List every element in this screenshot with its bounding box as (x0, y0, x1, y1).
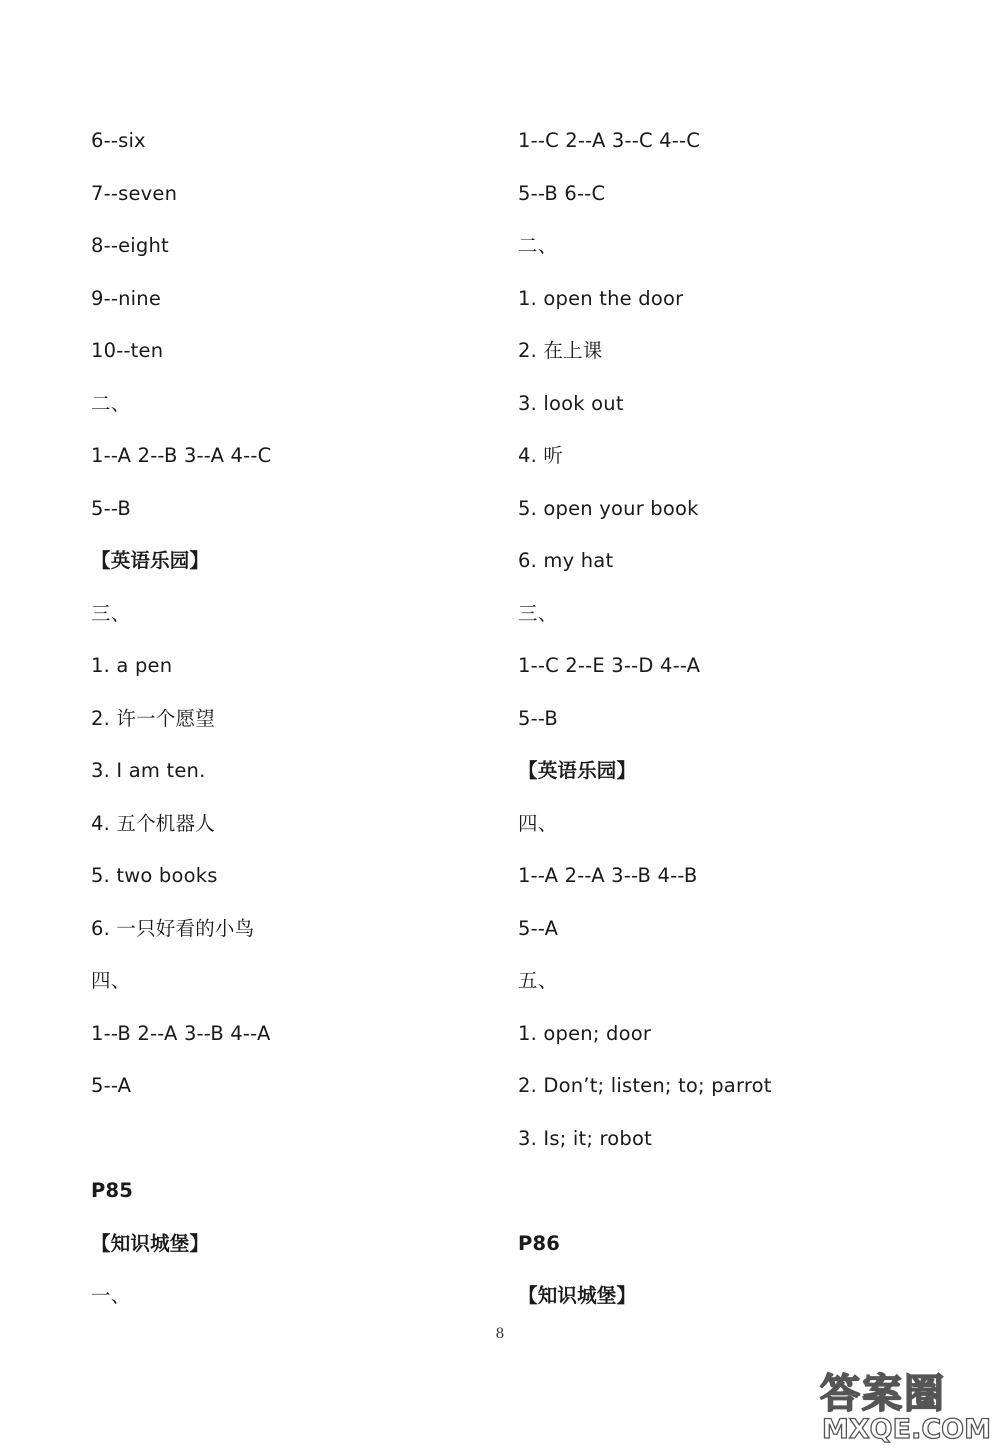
answer-line: 2. Don’t; listen; to; parrot (518, 1074, 772, 1097)
answer-line: 1--A 2--B 3--A 4--C (91, 444, 272, 467)
answer-line: 5--A (518, 916, 559, 940)
answer-line: 2. 在上课 (518, 339, 603, 362)
answer-line: 8--eight (91, 234, 169, 257)
answer-line: 1. a pen (91, 654, 173, 677)
answer-line: 10--ten (91, 339, 164, 362)
answer-line: 1--B 2--A 3--B 4--A (91, 1021, 271, 1045)
answer-line: 5--A (91, 1074, 132, 1097)
section-title: 【知识城堡】 (91, 1231, 210, 1255)
answer-line: 1. open; door (518, 1021, 652, 1045)
section-title: 【英语乐园】 (518, 759, 637, 782)
answer-line: 1--C 2--E 3--D 4--A (518, 654, 701, 677)
answer-line: 5--B 6--C (518, 181, 606, 205)
watermark-url: MXQE.COM (822, 1414, 991, 1445)
section-heading: 三、 (518, 601, 558, 625)
page-number: 8 (495, 1326, 505, 1342)
blank-gap (518, 1176, 938, 1229)
answer-line: 5--B (518, 706, 558, 730)
answer-line: 2. 许一个愿望 (91, 706, 215, 730)
answer-line: 1--A 2--A 3--B 4--B (518, 864, 698, 887)
section-heading: 二、 (91, 391, 131, 415)
section-heading: 二、 (518, 234, 558, 257)
right-column (518, 126, 938, 1334)
answer-line: 5. two books (91, 864, 218, 887)
answer-line: 4. 五个机器人 (91, 811, 215, 835)
answer-line: 5--B (91, 496, 131, 520)
answer-line: 6--six (91, 129, 146, 152)
answer-line: 3. Is; it; robot (518, 1126, 652, 1150)
section-heading: 四、 (518, 811, 558, 835)
section-heading: 四、 (91, 969, 131, 992)
answer-line: 6. my hat (518, 549, 614, 572)
section-heading: 三、 (91, 601, 131, 625)
blank-gap (91, 1124, 481, 1177)
answer-line: 9--nine (91, 286, 162, 310)
answer-line: 3. I am ten. (91, 759, 206, 782)
answer-line: 1. open the door (518, 286, 684, 310)
answer-line: 1--C 2--A 3--C 4--C (518, 129, 701, 152)
answer-line: 3. look out (518, 391, 624, 415)
watermark-title: 答案圈 (820, 1371, 946, 1417)
answer-line: 6. 一只好看的小鸟 (91, 916, 255, 940)
section-heading: 五、 (518, 969, 558, 992)
section-heading: 一、 (91, 1284, 131, 1307)
answer-line: 5. open your book (518, 496, 699, 520)
answer-line: 4. 听 (518, 444, 564, 467)
page-label: P85 (91, 1179, 134, 1202)
left-column (91, 126, 481, 1334)
section-title: 【英语乐园】 (91, 549, 210, 572)
page-label: P86 (518, 1231, 561, 1255)
answer-line: 7--seven (91, 181, 178, 205)
section-title: 【知识城堡】 (518, 1284, 637, 1307)
watermark-logo (818, 1362, 994, 1452)
